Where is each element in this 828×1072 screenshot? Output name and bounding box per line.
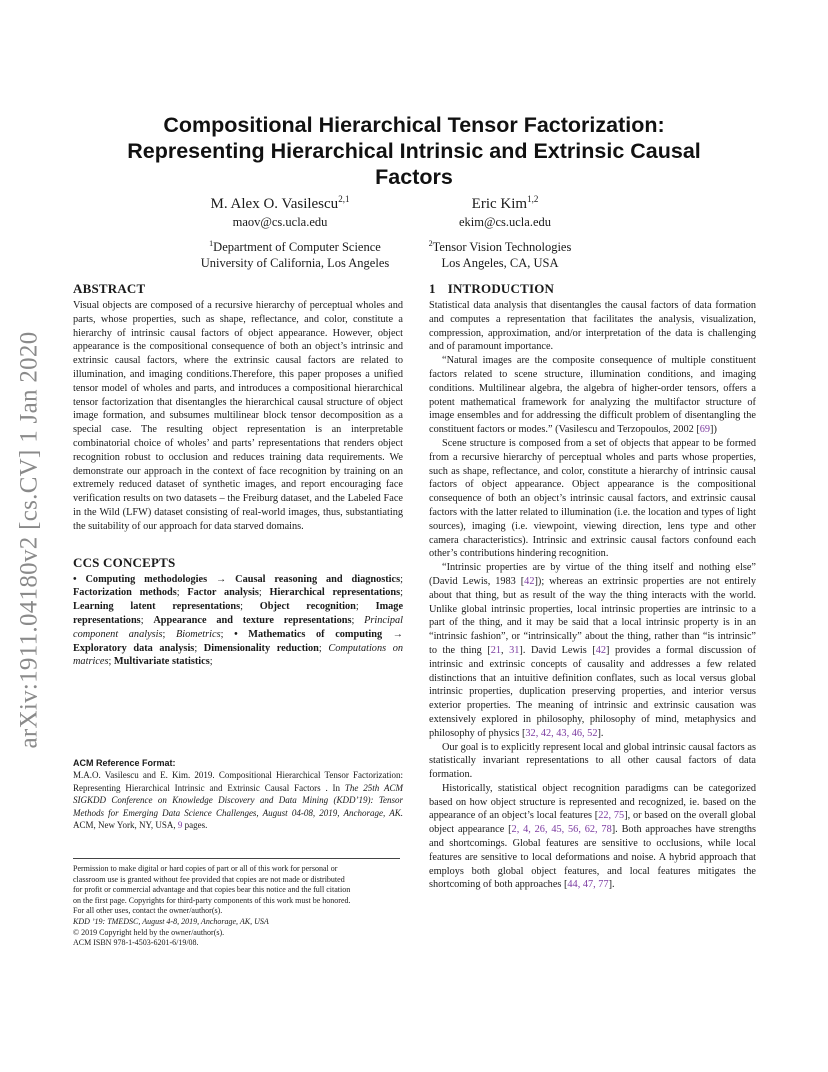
paper-title — [90, 112, 738, 190]
permission-line: For all other uses, contact the owner/author(s). — [73, 906, 223, 916]
citation-link[interactable]: 44, 47, 77 — [567, 879, 609, 891]
permission-line: classroom use is granted without fee provided that copies are not made or distributed — [73, 874, 345, 884]
ccs-text: • Computing methodologies → Causal reasoning and diagnostics; Factorization methods; Factor analysis; Hierarchical representations; Learning latent representations; Object recognition; Image representations; Appearance and texture representations; Principal component analysis; Biometrics; • Mathematics of computing → Exploratory data analysis; Dimensionality reduction; Computations on matrices; Multivariate statistics; — [73, 573, 404, 668]
section-number: 1 — [429, 281, 436, 296]
acm-reference-text: M.A.O. Vasilescu and E. Kim. 2019. Compositional Hierarchical Tensor Factorization: Representing Hierarchical Intrinsic and Extrinsic Causal Factors . In The 25th ACM SIGKDD Conference on Knowledge Discovery and Data Mining (KDD’19): Tensor Methods for Emerging Data Science Challenges, August 04-08, 2019, Anchorage, AK. ACM, New York, NY, USA, 9 pages. — [73, 770, 403, 831]
permission-line: Permission to make digital or hard copies of part or all of this work for personal or — [73, 864, 338, 873]
isbn-line: ACM ISBN 978-1-4503-6201-6/19/08. — [73, 938, 199, 948]
intro-paragraph: “Natural images are the composite consequence of multiple constituent factors related to scene structure, illumination conditions, and imaging conditions. Multilinear algebra, the algebra of higher-order tensors, offers a potent mathematical framework for analyzing the multifactor structure of image ensembles and for addressing the difficult problem of disentangling the constituent factors or modes.” (Vasilescu and Terzopoulos, 2002 [69]) — [429, 355, 756, 436]
citation-link[interactable]: 42 — [595, 644, 607, 656]
affiliation-line: $^1$Department of Computer Science — [209, 239, 381, 254]
ccs-heading: CCS CONCEPTS — [73, 554, 176, 570]
author-name: M. Alex O. Vasilescu$^{2,1}$ — [210, 194, 350, 212]
conference-venue: KDD ’19: TMEDSC, August 4-8, 2019, Anchorage, AK, USA — [73, 916, 269, 926]
intro-paragraph: Historically, statistical object recognition paradigms can be categorized based on how object structure is represented and recognized, ie. based on the appearance of an object’s local features [22, 75], or based on the overall global object appearance [2, 4, 26, 45, 56, 62, 78]. Both approaches have strengths and shortcomings. Global features are sensitive to occlusions, while local features are sensitive to local deformations and noise. A hybrid approach that employs both global object features, and local features mitigates the shortcoming of both approaches [44, 47, 77]. — [429, 782, 757, 891]
author-affiliation-sup: 2,1 — [338, 194, 350, 204]
arxiv-stamp — [4, 290, 56, 790]
title-line: Representing Hierarchical Intrinsic and Extrinsic Causal — [127, 139, 701, 163]
author-email: maov@cs.ucla.edu — [232, 215, 328, 229]
ccs-concepts — [73, 554, 403, 670]
citation-link[interactable]: 42 — [524, 575, 535, 587]
citation-link[interactable]: 31 — [509, 644, 520, 656]
author-email: ekim@cs.ucla.edu — [458, 215, 552, 229]
affiliation-block — [180, 239, 410, 271]
footnote-divider — [73, 858, 400, 859]
citation-link[interactable]: 21 — [490, 644, 502, 656]
affiliation-line: $^2$Tensor Vision Technologies — [428, 239, 572, 254]
affiliation-line: Los Angeles, CA, USA — [441, 256, 559, 270]
citation-link[interactable]: 69 — [699, 424, 711, 436]
citation-link[interactable]: 22, 75 — [598, 810, 625, 822]
permission-line: for profit or commercial advantage and that copies bear this notice and the full citation — [73, 885, 351, 895]
author-affiliation-sup: 1,2 — [527, 194, 539, 204]
title-line: Compositional Hierarchical Tensor Factorization: — [163, 113, 665, 137]
introduction-heading: 1 INTRODUCTION — [429, 281, 555, 296]
affiliation-line: University of California, Los Angeles — [200, 256, 390, 270]
citation-link[interactable]: 32, 42, 43, 46, 52 — [525, 727, 598, 739]
intro-paragraph: Statistical data analysis that disentangles the causal factors of data formation and computes a representation that facilitates the analysis, visualization, compression, approximation, and/or interpretation of the data is challenging and of paramount importance. — [429, 300, 756, 353]
arxiv-identifier: arXiv:1911.04180v2 [cs.CV] 1 Jan 2020 — [16, 331, 44, 749]
permission-line: on the first page. Copyrights for third-party components of this work must be honored. — [73, 895, 351, 905]
author-block — [180, 195, 380, 231]
acm-reference-format — [73, 757, 403, 832]
author-name: Eric Kim$^{1,2}$ — [471, 194, 539, 212]
abstract-text: Visual objects are composed of a recursive hierarchy of perceptual wholes and parts, whose properties, such as shape, reflectance, and color, constitute a hierarchy of intrinsic causal factors of object appearance. However, object appearance is the compositional consequence of both an object’s intrinsic and extrinsic causal factors, where the extrinsic causal factors are related to illumination, and imaging conditions.Therefore, this paper proposes a unified tensor model of wholes and parts, and introduces a compositional hierarchical tensor factorization that disentangles the hierarchical causal structure of object image formation, and subsumes multilinear block tensor decomposition as a special case. The resulting object representation is an interpretable combinatorial choice of wholes’ and parts’ representations that renders object recognition robust to occlusion and reduces training data requirements. We demonstrate our approach in the context of face recognition by training on an extremely reduced dataset of synthetic images, and report encouraging face verification results on two datasets – the Freiburg dataset, and the Labeled Face in the Wild (LFW) dataset consisting of real-world images, thus, substantiating the suitability of our approach for data starved domains. — [73, 300, 403, 532]
intro-paragraph: “Intrinsic properties are by virtue of the thing itself and nothing else” (David Lewis, 1983 [42]); whereas an extrinsic properties are not entirely about that thing, but as result of the way the thing interacts with the world. Unlike global intrinsic properties, local intrinsic properties are intrinsic to a part of the thing, and it may be said that a local intrinsic property is in an “intrinsic fashion”, or “intrinsically” about the thing, rather than “is intrinsic” to the thing [21, 31]. David Lewis [42] provides a formal discussion of intrinsic and extrinsic concepts of causality and addresses a few related distinctions that an intuitive definition conflates, such as local versus global intrinsic properties, duplication preserving properties, and interior versus exterior properties. The meaning of intrinsic and extrinsic causation was extensively explored in philosophy, philosophy of mind, metaphysics and philosophy of physics [32, 42, 43, 46, 52]. — [429, 562, 756, 739]
citation-link[interactable]: 2, 4, 26, 45, 56, 62, 78 — [511, 824, 612, 836]
copyright-line: © 2019 Copyright held by the owner/author(s). — [73, 927, 225, 937]
title-line: Factors — [375, 165, 453, 189]
affiliation-block — [412, 239, 588, 271]
page-count-link[interactable]: 9 — [177, 820, 183, 831]
intro-paragraph: Scene structure is composed from a set of objects that appear to be formed from a recursive hierarchy of perceptual wholes and parts whose properties, such as shape, reflectance, and color, constitute a hierarchy of intrinsic causal factors of object appearance. Object appearance is the compositional consequence of both an object’s intrinsic causal factors, and extrinsic causal factors with the latter related to illumination (i.e. the location and types of light sources), imaging (i.e. viewpoint, viewing direction, lens type and other camera characteristics). Intrinsic and extrinsic causal factors confound each other’s contributions hindering recognition. — [429, 437, 756, 560]
acm-reference-label: ACM Reference Format: — [73, 758, 176, 768]
permission-notice — [73, 864, 403, 949]
abstract-heading: ABSTRACT — [73, 281, 146, 296]
left-column — [73, 280, 403, 669]
author-block — [430, 195, 580, 231]
intro-paragraph: Our goal is to explicitly represent local and global intrinsic causal factors as statistically invariant representations to all other causal factors of data formation. — [429, 741, 756, 781]
right-column — [429, 280, 756, 892]
